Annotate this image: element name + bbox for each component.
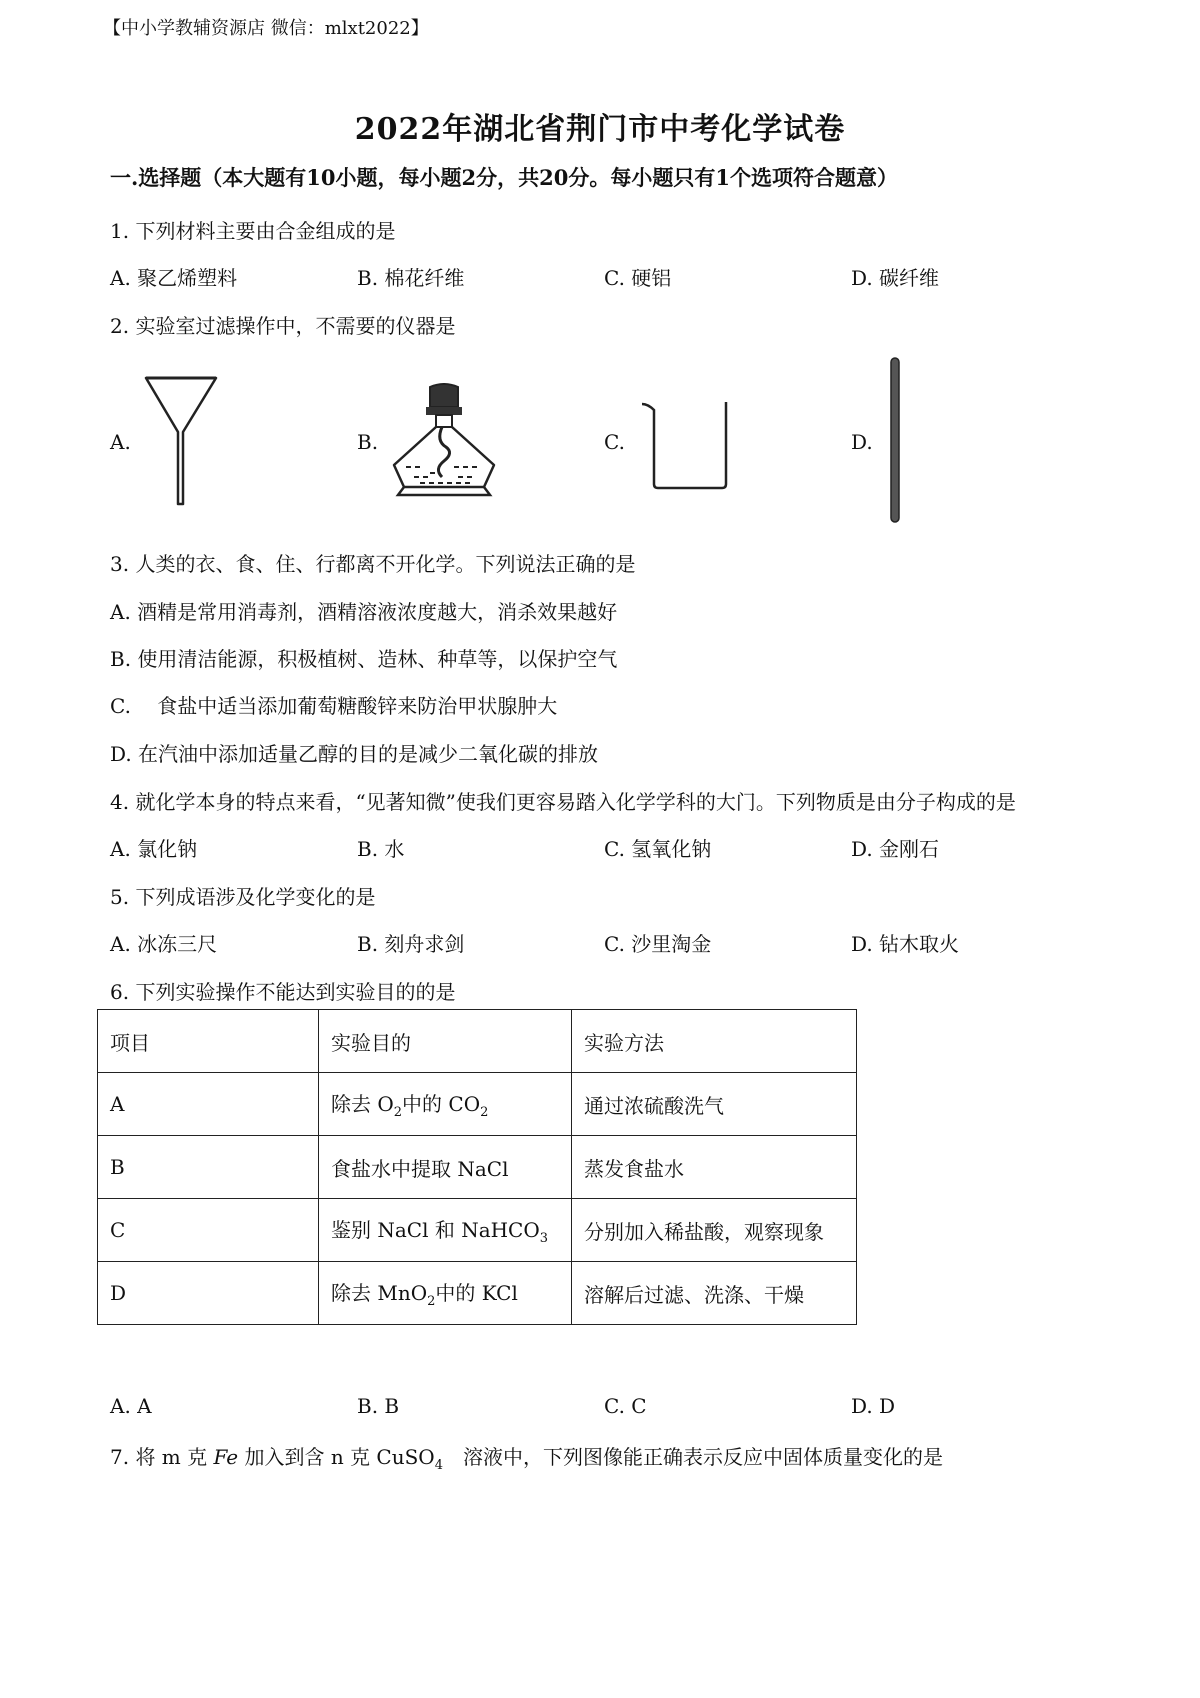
glass-rod-icon: [888, 356, 902, 524]
question-7-stem: 7. 将 m 克 Fe 加入到含 n 克 CuSO$_4$ 溶液中，下列图像能正确表示反应中固体质量变化的是: [110, 1445, 943, 1473]
table-row: [98, 1073, 857, 1136]
beaker-icon: [640, 398, 736, 492]
question-3-option-c: C. 食盐中适当添加葡萄糖酸锌来防治甲状腺肿大: [110, 694, 558, 718]
table-header-item: 项目: [98, 1010, 319, 1073]
question-2-option-c: C.: [604, 430, 625, 454]
question-1-stem: 1. 下列材料主要由合金组成的是: [110, 219, 396, 243]
table-cell-method: 通过浓硫酸洗气: [572, 1073, 857, 1136]
question-6-option-d: D. D: [851, 1394, 896, 1418]
table-cell-purpose: 除去 $O_2$中的 $CO_2$: [319, 1073, 572, 1136]
question-5-stem: 5. 下列成语涉及化学变化的是: [110, 885, 376, 909]
table-cell-method: 溶解后过滤、洗涤、干燥: [572, 1262, 857, 1325]
question-5-option-b: B. 刻舟求剑: [357, 932, 465, 956]
table-cell-purpose: 除去 MnO$_2$中的 KCl: [319, 1262, 572, 1325]
question-6-option-a: A. A: [110, 1394, 152, 1418]
question-5-option-d: D. 钻木取火: [851, 932, 960, 956]
table-cell-item: A: [98, 1073, 319, 1136]
question-3-option-a: A. 酒精是常用消毒剂，酒精溶液浓度越大，消杀效果越好: [110, 600, 618, 624]
question-5-option-a: A. 冰冻三尺: [110, 932, 218, 956]
question-4-option-c: C. 氢氧化钠: [604, 837, 712, 861]
question-4-option-a: A. 氯化钠: [110, 837, 198, 861]
question-6-stem: 6. 下列实验操作不能达到实验目的的是: [110, 980, 456, 1004]
question-6-table: [97, 1009, 857, 1325]
question-3-option-d: D. 在汽油中添加适量乙醇的目的是减少二氧化碳的排放: [110, 742, 599, 766]
question-6-option-b: B. B: [357, 1394, 400, 1418]
question-3-stem: 3. 人类的衣、食、住、行都离不开化学。下列说法正确的是: [110, 552, 636, 576]
header-note: 【中小学教辅资源店 微信：mlxt2022】: [103, 18, 429, 39]
question-4-option-b: B. 水: [357, 837, 405, 861]
page-title: 2022年湖北省荆门市中考化学试卷: [354, 112, 846, 147]
section-heading: 一.选择题（本大题有10小题，每小题2分，共20分。每小题只有1个选项符合题意）: [110, 165, 898, 190]
question-3-option-b: B. 使用清洁能源，积极植树、造林、种草等，以保护空气: [110, 647, 618, 671]
funnel-icon: [142, 374, 222, 508]
table-cell-purpose: 鉴别 NaCl 和 NaHCO$_3$: [319, 1199, 572, 1262]
question-2-stem: 2. 实验室过滤操作中，不需要的仪器是: [110, 314, 456, 338]
table-header-method: 实验方法: [572, 1010, 857, 1073]
question-1-option-d: D. 碳纤维: [851, 266, 940, 290]
table-cell-item: B: [98, 1136, 319, 1199]
question-2-option-d: D.: [851, 430, 873, 454]
question-6-option-c: C. C: [604, 1394, 647, 1418]
alcohol-lamp-icon: [384, 383, 504, 501]
question-1-option-c: C. 硬铝: [604, 266, 672, 290]
question-1-option-b: B. 棉花纤维: [357, 266, 465, 290]
table-cell-method: 分别加入稀盐酸，观察现象: [572, 1199, 857, 1262]
table-cell-item: C: [98, 1199, 319, 1262]
question-2-option-b: B.: [357, 430, 379, 454]
question-1-option-a: A. 聚乙烯塑料: [110, 266, 238, 290]
table-row: [98, 1262, 857, 1325]
table-cell-item: D: [98, 1262, 319, 1325]
question-5-option-c: C. 沙里淘金: [604, 932, 712, 956]
table-row: [98, 1199, 857, 1262]
question-2-option-a: A.: [110, 430, 131, 454]
table-header-purpose: 实验目的: [319, 1010, 572, 1073]
question-4-stem: 4. 就化学本身的特点来看，“见著知微”使我们更容易踏入化学学科的大门。下列物质是由分子构成的是: [110, 790, 1016, 814]
table-row: [98, 1136, 857, 1199]
table-cell-method: 蒸发食盐水: [572, 1136, 857, 1199]
table-cell-purpose: 食盐水中提取 NaCl: [319, 1136, 572, 1199]
question-4-option-d: D. 金刚石: [851, 837, 940, 861]
table-header-row: [98, 1010, 857, 1073]
